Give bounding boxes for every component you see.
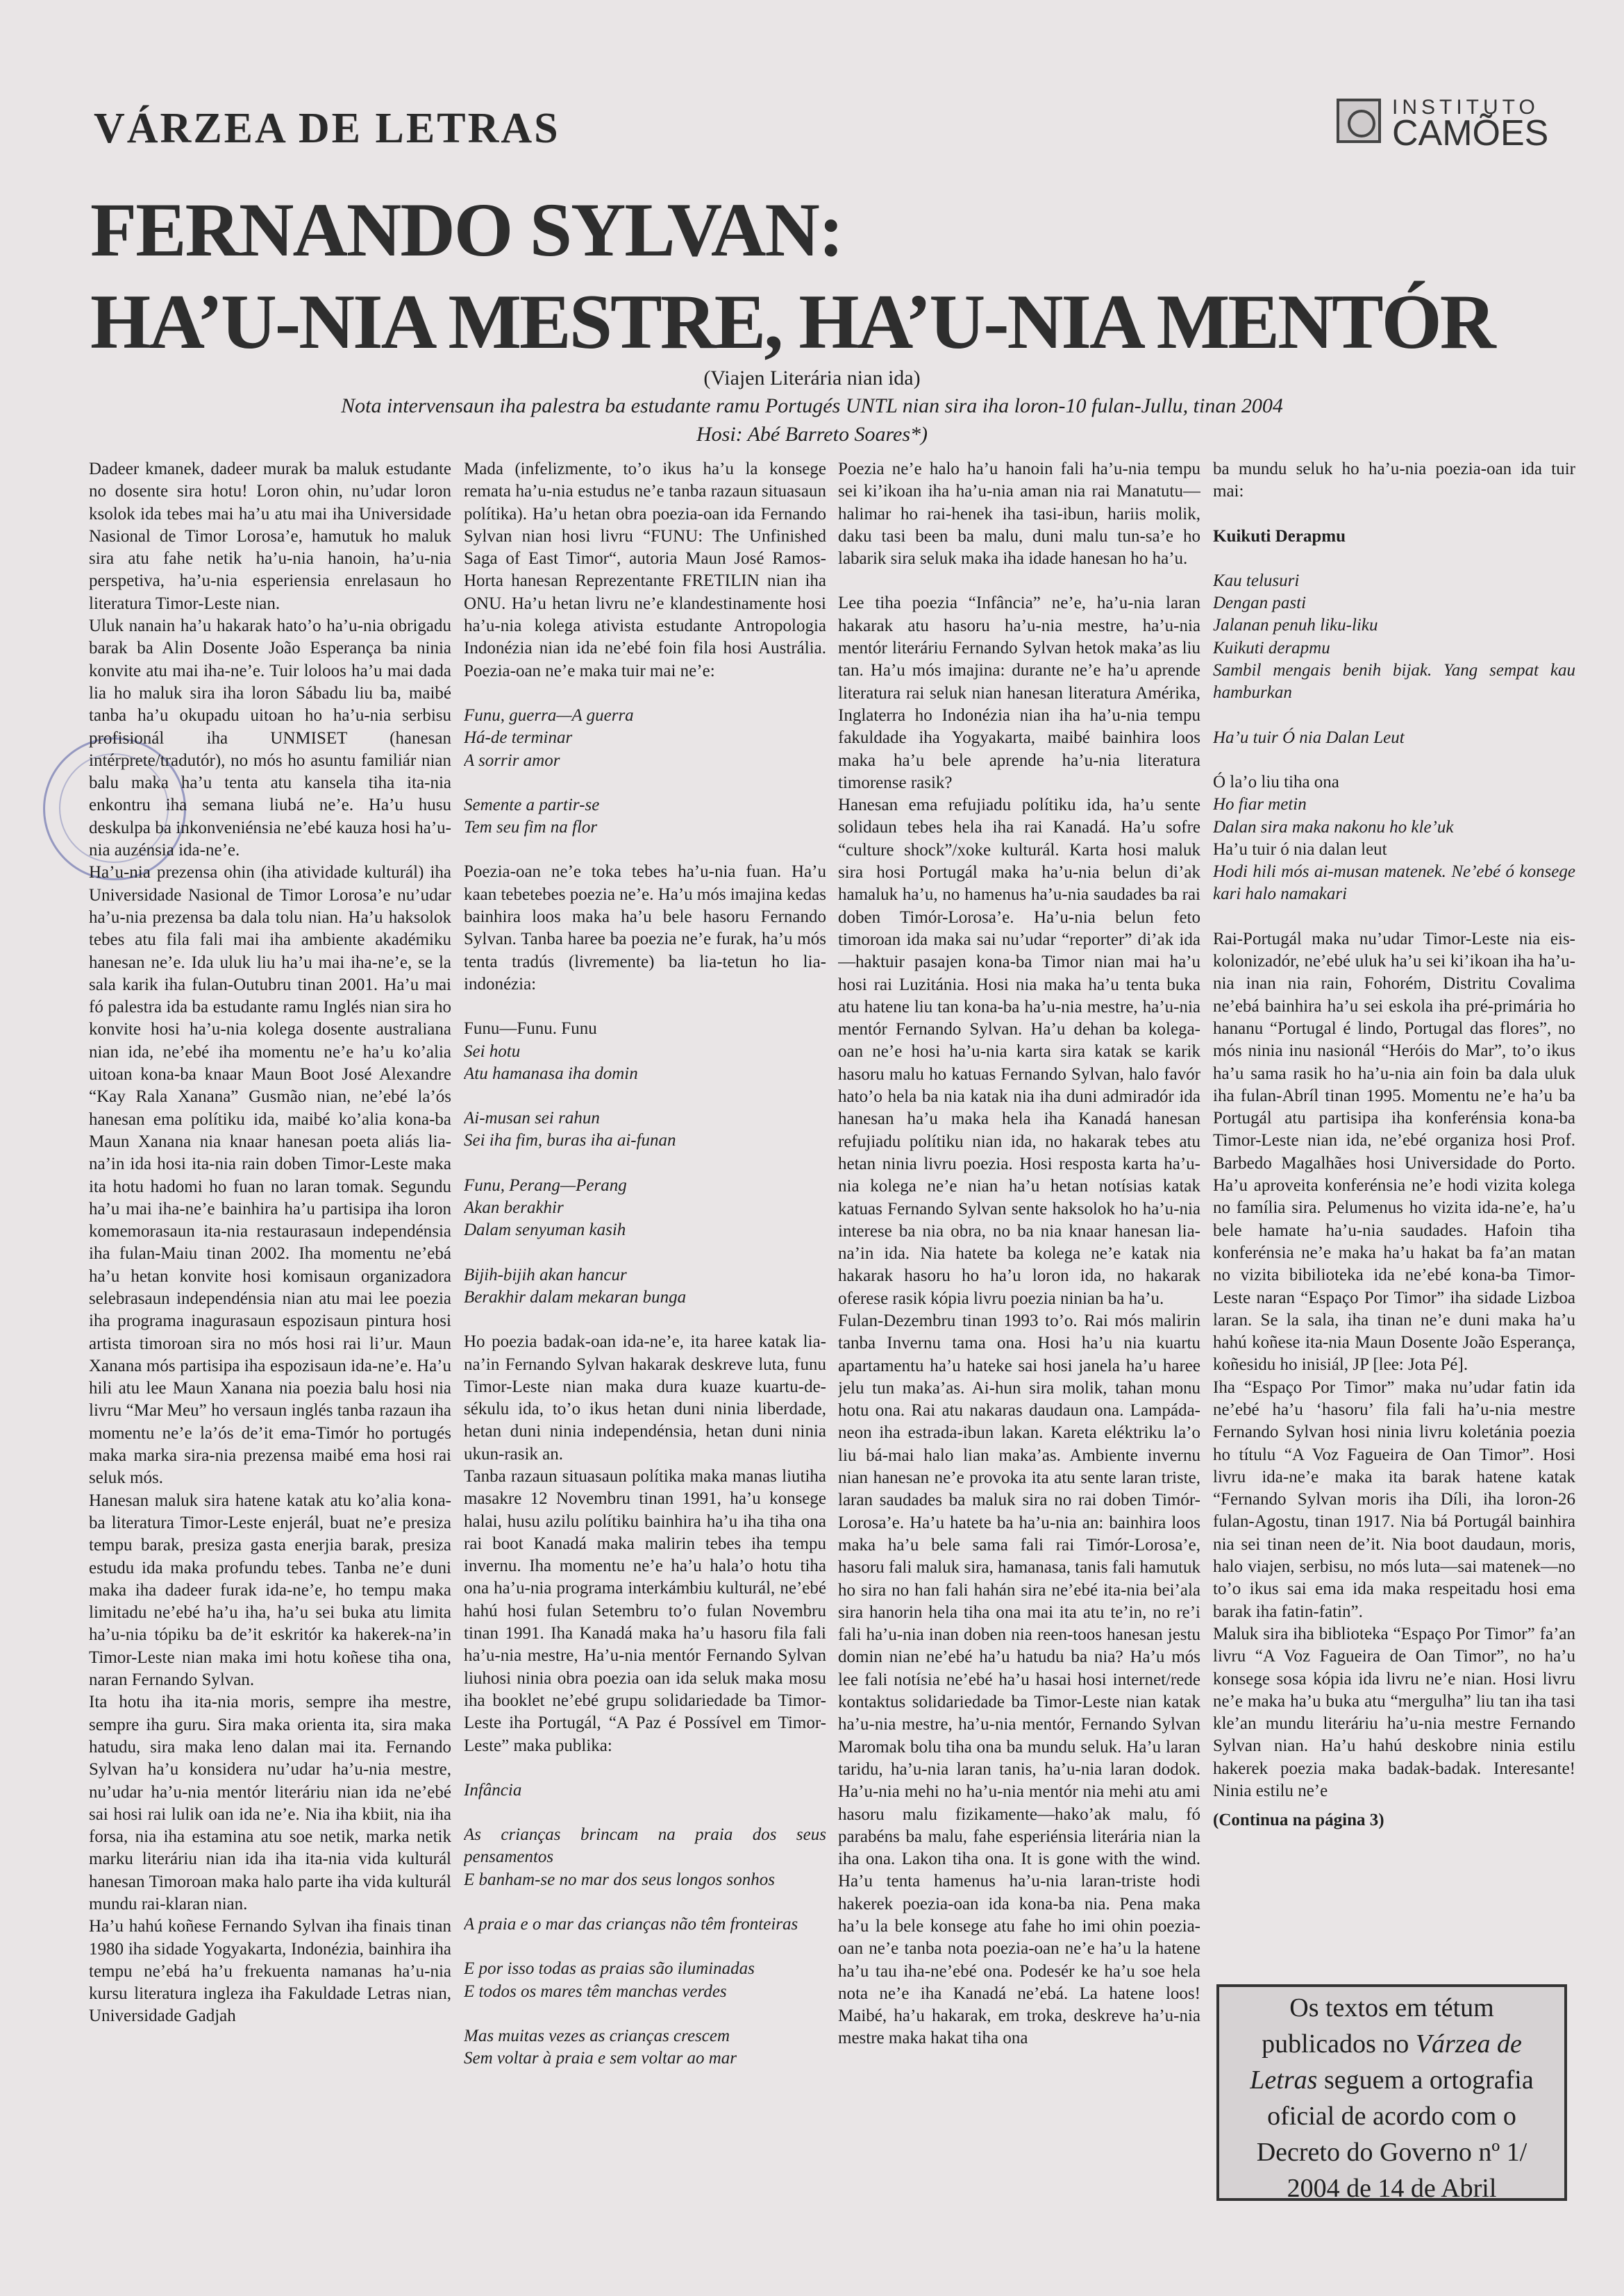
spacer (1213, 749, 1575, 771)
poem-title: Infância (464, 1780, 522, 1800)
spacer (464, 996, 826, 1018)
note-italic: Letras (1250, 2065, 1318, 2095)
note-line: Os textos em tétum (1289, 1993, 1494, 2022)
poem-line: Sei iha fim, buras iha ai-funan (464, 1131, 676, 1150)
poem-line: Sei hotu (464, 1041, 521, 1061)
paragraph: Hanesan ema refujiadu polítiku ida, ha’u sente solidaun tebes hela iha rai Kanadá. Ha’u sofre “culture shock”/xoke kulturál. Karta hosi maluk sira hosi Portugál maka ha’u-nia belun di’ak hamaluk ha’u, no hamenus ha’u-nia saudades ba rai doben Timór-Lorosa’e. Ha’u-nia belun feto timoroan ida maka sai nu’udar “reporter” di’ak ida—haktuir pasajen kona-ba Timor nian mai ha’u hosi rai Luzitánia. Hosi nia maka ha’u tenta buka atu hatene liu tan kona-ba ha’u-nia mestre, ha’u-nia mentór Fernando Sylvan. Ha’u dehan ba kolega-oan ne’e hosi ha’u-nia karta sira katak se karik hasoru malu ho katuas Fernando Sylvan, halo favór hato’o hela ba nia katak nia iha duni admiradór ida hanesan ha’u maka hela iha Kanadá hanesan refujiadu polítiku nian ida, no hakarak tebes atu hetan ninia livru poezia. Hosi resposta karta ha’u-nia kolega ne’e nian ha’u hetan notísias katak katuas Fernando Sylvan sente haksolok ho ha’u-nia interese ba nia obra, no ba nia knaar hanesan lia-na’in ida. Nia hatete ba kolega ne’e katak nia hakarak hasoru ho ha’u loron ida, no hakarak oferese rasik kópia livru poezia ninian ba ha’u. (838, 796, 1200, 1308)
poem-line: Kuikuti derapmu (1213, 638, 1330, 657)
paragraph: Fulan-Dezembru tinan 1993 to’o. Rai mós malirin tanba Invernu tama ona. Hosi ha’u nia kuartu apartamentu ha’u hateke sai hosi janela ha’u haree jelu tun maka’as. Ai-hun sira molik, tahan monu hotu ona. Rai atu nakaras daudaun ona. Lampáda-neon iha estrada-ibun lakan. Kareta eléktriku la’o liu bá-mai halo lian maka’as. Ambiente invernu nian hanesan ne’e provoka ita atu sente laran triste, laran saudades ba maluk sira no rai doben Timór-Lorosa’e. Ha’u hatete ba ha’u-nia an: bainhira loos maka ha’u bele sama fali rai Timór-Lorosa’e, hasoru fali maluk sira, hamanasa, tanis fali hamutuk ho sira no han fali hahán sira ne’ebé ita-nia bei’ala sira hanorin hela tiha ona mai ita atu te’in, no re’i fali ha’u-nia inan doben nia reen-toos hanesan jestu domin nian ne’ebé ha’u hatudu ba nia? Ha’u mós lee fali notísia ne’ebé ha’u hasai hosi internet/rede kontaktus solidariedade ba Timor-Leste nian katak ha’u-nia mestre, ha’u-nia mentór, Fernando Sylvan Maromak bolu tiha ona ba mundu seluk. Ha’u laran taridu, ha’u-nia laran tanis, ha’u-nia laran dodok. Ha’u-nia mehi no ha’u-nia mentór nia mehi atu ami hasoru malu fizikamente—hako’ak malu, fó parabéns ba malu, fahe esperiénsia literária nian la iha ona. Lakon tiha ona. It is gone with the wind. Ha’u tenta hamenus ha’u-nia laran-triste hodi hakerek poezia-oan ida kona-ba nia. Pena maka ha’u la bele konsege atu fahe ho imi ohin poezia-oan ne’e tanba nota poezia-oan ne’e ha’u la hatene ha’u tau iha-ne’ebé ona. Podesér ke ha’u soe hela nota ne’e iha Kanadá ne’ebá. La hatene loos! Maibé, ha’u hakarak, em troka, deskreve ha’u-nia mestre maka hakat tiha ona (838, 1311, 1200, 2048)
paragraph: Ita hotu iha ita-nia moris, sempre iha mestre, sempre iha guru. Sira maka orienta ita, sira maka hatudu, sira maka leno dalan mai ita. Fernando Sylvan ha’u konsidera nu’udar ha’u-nia mestre, nu’udar ha’u-nia mentór literáriu nian ida ne’ebé sai hosi rai lulik oan ida ne’e. Nia iha kbiit, nia iha forsa, nia iha estamina atu soe netik, marka netik marku literáriu nian ida iha ita-nia vida kulturál hanesan Timoroan maka halo parte iha vida kulturál mundu rai-klaran nian. (89, 1693, 451, 1913)
paragraph: Iha “Espaço Por Timor” maka nu’udar fatin ida ne’ebé ha’u ‘hasoru’ fila fali ha’u-nia mestre Fernando Sylvan hosi ninia livru koletánia poezia ho títulu “A Voz Fagueira de Oan Timor”. Hosi livru ida-ne’e maka ita barak hatene katak “Fernando Sylvan moris iha Díli, iha loron-26 fulan-Agostu, tinan 1917. Nia bá Portugál bainhira nia sei tinan neen de’it. Nia boot daudaun, moris, halo viajen, serbisu, no mós luta—sai matenek—no to’o ikus sai ema ida maka respeitadu hosi ema barak iha fatin-fatin”. (1213, 1377, 1575, 1621)
spacer (464, 1936, 826, 1958)
poem-line: Funu—Funu. Funu (464, 1019, 597, 1039)
instituto-camoes-logo (1337, 96, 1559, 151)
paragraph: Ho poezia badak-oan ida-ne’e, ita haree katak lia-na’in Fernando Sylvan hakarak deskreve luta, funu Timor-Leste nian maka dura kuaze kuartu-de-sékulu ida, to’o ikus hetan duni ninia liberdade, hetan duni ninia independénsia, hetan duni ninia ukun-rasik an. (464, 1332, 826, 1464)
poem-line: Sambil mengais benih bijak. Yang sempat kau hamburkan (1213, 661, 1575, 703)
poem-line: Jalanan penuh liku-liku (1213, 616, 1378, 635)
spacer (464, 1153, 826, 1175)
poem-line: Bijih-bijih akan hancur (464, 1265, 627, 1284)
article-column-3 (838, 458, 1200, 2284)
poem-line: E por isso todas as praias são iluminadas (464, 1959, 755, 1979)
camoes-emblem-icon (1337, 99, 1381, 143)
spacer (464, 839, 826, 861)
spacer (464, 1757, 826, 1779)
section-heading: VÁRZEA DE LETRAS (94, 105, 560, 152)
article-author: Hosi: Abé Barreto Soares*) (696, 423, 928, 446)
paragraph: Tanba razaun situasaun polítika maka manas liutiha masakre 12 Novembru tinan 1991, ha’u konsege halai, husu azilu polítiku bainhira ha’u iha tiha ona rai boot Kanadá maka malirin tebes iha tempu invernu. Iha momentu ne’e ha’u hala’o hotu tiha ona ha’u-nia programa interkámbiu kulturál, ne’ebé hahú hosi fulan Setembru to’o fulan Novembru tinan 1991. Iha Kanadá maka ha’u hasoru fila fali ha’u-nia mestre, Ha’u-nia mentór Fernando Sylvan liuhosi ninia obra poezia oan ida seluk maka mosu iha booklet ne’ebé grupu solidariedade ba Timor-Leste iha Portugál, “A Paz é Possível em Timor-Leste” maka publika: (464, 1466, 826, 1755)
spacer (464, 2003, 826, 2025)
article-note: Nota intervensaun iha palestra ba estudante ramu Portugés UNTL nian sira iha loron-10 fulan-Jullu, tinan 2004 (341, 394, 1283, 417)
poem-line: Berakhir dalam mekaran bunga (464, 1287, 687, 1307)
poem-line: A praia e o mar das crianças não têm fronteiras (464, 1915, 798, 1934)
poem-line: Funu, guerra—A guerra (464, 705, 634, 725)
spacer (464, 1891, 826, 1913)
poem-line: Kau telusuri (1213, 571, 1300, 590)
spacer (464, 1309, 826, 1331)
paragraph: Lee tiha poezia “Infância” ne’e, ha’u-nia laran hakarak atu hasoru ha’u-nia mestre, ha’u-nia mentór literáriu Fernando Sylvan hetok maka’as liu tan. Ha’u mós imajina: durante ne’e ha’u aprende literatura rai seluk nian hanesan literatura Amérika, Inglaterra ho Indonézia nian iha ha’u-nia tempu fakuldade iha Yogyakarta, maibé bainhira loos maka ha’u bele aprende ha’u-nia literatura timorense rasik? (838, 594, 1200, 792)
note-line: Decreto do Governo nº 1/ (1256, 2138, 1527, 2167)
spacer (464, 1802, 826, 1824)
spacer (464, 1242, 826, 1264)
continue-note: (Continua na página 3) (1213, 1811, 1384, 1830)
article-column-2 (464, 458, 826, 2284)
spacer (838, 570, 1200, 592)
poem-line: Tem seu fim na flor (464, 818, 598, 837)
paragraph: Mada (infelizmente, to’o ikus ha’u la konsege remata ha’u-nia estudus ne’e tanba razaun situasaun polítika). Ha’u hetan obra poezia-oan ida Fernando Sylvan nian hosi livru “FUNU: The Unfinished Saga of East Timor“, autoria Maun José Ramos-Horta hanesan Reprezentante FRETILIN nian iha ONU. Ha’u hetan livru ne’e klandestinamente hosi ha’u-nia kolega ativista estudante Antropologia Indonézia nian ida ne’ebé foin fila hosi Austrália. Poezia-oan ne’e maka tuir mai ne’e: (464, 460, 826, 680)
poem-line: Dalam senyuman kasih (464, 1221, 626, 1240)
poem-line: Ai-musan sei rahun (464, 1109, 600, 1128)
poem-line: E banham-se no mar dos seus longos sonhos (464, 1870, 775, 1889)
article-subtitle: (Viajen Literária nian ida) (703, 367, 921, 389)
logo-text-top: INSTITUTO (1392, 96, 1539, 119)
headline-line-2: HA’U-NIA MESTRE, HA’U-NIA MENTÓR (90, 279, 1494, 365)
spacer (464, 1085, 826, 1107)
orthography-note-box (1216, 1984, 1567, 2201)
spacer (464, 772, 826, 794)
spacer (1213, 906, 1575, 928)
poem-line: Ha’u tuir ó nia dalan leut (1213, 839, 1387, 859)
poem-line: E todos os mares têm manchas verdes (464, 1981, 727, 2001)
poem-line: Ho fiar metin (1213, 795, 1307, 814)
poem-line: Sem voltar à praia e sem voltar ao mar (464, 2049, 737, 2068)
note-line (1219, 2062, 1564, 2098)
poem-line: As crianças brincam na praia dos seus pensamentos (464, 1825, 826, 1867)
poem-line: Dalan sira maka nakonu ho kle’uk (1213, 817, 1454, 837)
spacer (1213, 705, 1575, 727)
poem-line: Dengan pasti (1213, 594, 1307, 613)
paragraph: Rai-Portugál maka nu’udar Timor-Leste nia eis-kolonizadór, ne’ebé uluk ha’u sei ki’ikoan iha ha’u-nia inan nia rain, Fohorém, Distritu Covalima ne’ebá bainhira ha’u sei eskola iha pré-primária ho hananu “Portugal é lindo, Portugal das flores”, no mós ninia inu nasionál “Heróis do Mar”, to’o ikus ha’u sama rasik ho ha’u-nia ain foin ba dala uluk iha fulan-Abríl tinan 1995. Momentu ne’e ha’u ba Portugál atu partisipa iha konferénsia kona-ba Timor-Leste nian ida, ne’ebé organiza hosi Prof. Barbedo Magalhães hosi Universidade do Porto. Ha’u aproveita konferénsia ne’e hodi vizita kolega no família sira. Pelumenus ho vizita ida-ne’e, ha’u bele hamate ha’u-nia saudades. Hafoin tiha konferénsia ne’e maka ha’u hakat ba fa’an matan no vizita bibilioteka ida ne’ebé kona-ba Timor-Leste naran “Espaço Por Timor” iha sidade Lizboa laran. Se la sala, iha tinan ne’e duni maka ha’u hahú koñese ita-nia Maun Dosente João Esperança, koñesidu ho inisiál, JP [lee: Jota Pé]. (1213, 929, 1575, 1375)
poem-line: Hodi hili mós ai-musan matenek. Ne’ebé ó konsege kari halo namakari (1213, 862, 1575, 904)
note-line: oficial de acordo com o (1267, 2102, 1516, 2131)
poem-title: Kuikuti Derapmu (1213, 526, 1346, 546)
paragraph: Maluk sira iha biblioteka “Espaço Por Timor” fa’an livru “A Voz Fagueira de Oan Timor”, no ha’u konsege sosa kópia ida livru ne’e nian. Hosi livru ne’e maka ha’u buka atu “mergulha” liu tan iha tasi kle’an mundu literáriu ha’u-nia mestre Fernando Sylvan nian. Ha’u hahú deskobre ninia estilu hakerek poezia maka badak-badak. Interesante! Ninia estilu ne’e (1213, 1624, 1575, 1801)
poem-line: A sorrir amor (464, 751, 560, 770)
poem-line: Semente a partir-se (464, 795, 600, 814)
note-text: publicados no (1262, 2029, 1416, 2059)
note-text: seguem a ortografia (1317, 2065, 1534, 2095)
poem-line: Mas muitas vezes as crianças crescem (464, 2026, 730, 2045)
spacer (1213, 503, 1575, 526)
paragraph: Hanesan maluk sira hatene katak atu ko’alia kona-ba literatura Timor-Leste enjerál, buat ne’e presiza tempu barak, presiza gasta enerjia barak, presiza estudu ida maka profundu tebes. Tanba ne’e duni maka iha dadeer furak ida-ne’e, ho tempu maka limitadu ne’ebé ha’u iha, ha’u sei buka atu limita ha’u-nia tópiku ba de’it eskritór ka hakerek-na’in Timor-Leste nian maka imi hotu koñese tiha ona, naran Fernando Sylvan. (89, 1491, 451, 1690)
note-line (1219, 2026, 1564, 2062)
logo-text-bottom: CAMÕES (1392, 113, 1549, 153)
poem-line: Ó la’o liu tiha ona (1213, 772, 1339, 791)
paragraph: ba mundu seluk ho ha’u-nia poezia-oan ida tuir mai: (1213, 460, 1575, 501)
poem-line: Há-de terminar (464, 728, 573, 748)
note-italic: Várzea de (1415, 2029, 1522, 2059)
note-line: 2004 de 14 de Abril (1287, 2174, 1497, 2203)
poem-title: Ha’u tuir Ó nia Dalan Leut (1213, 728, 1405, 747)
headline-line-1: FERNANDO SYLVAN: (90, 187, 843, 272)
paragraph: Poezia-oan ne’e toka tebes ha’u-nia fuan. Ha’u kaan tebetebes poezia ne’e. Ha’u mós imajina kedas bainhira loos maka ha’u bele hasoru Fernando Sylvan. Tanba haree ba poezia ne’e furak, ha’u mós tenta tradús (livremente) ba lia-tetun ho lia-indonézia: (464, 862, 826, 994)
paragraph: Dadeer kmanek, dadeer murak ba maluk estudante no dosente sira hotu! Loron ohin, nu’udar loron ksolok ida tebes mai ha’u atu mai iha Universidade Nasional de Timor Lorosa’e, hamutuk ho maluk sira atu fahe netik ha’u-nia hanoin, ha’u-nia perspetiva, ha’u-nia esperiensia enrelasaun ho literatura Timor-Leste nian. (89, 460, 451, 613)
spacer (464, 682, 826, 705)
paragraph: Ha’u hahú koñese Fernando Sylvan iha finais tinan 1980 iha sidade Yogyakarta, Indonézia, bainhira iha tempu ne’ebá ha’u frekuenta namanas ha’u-nia kursu literatura ingleza iha Fakuldade Letras nian, Universidade Gadjah (89, 1917, 451, 2026)
poem-line: Atu hamanasa iha domin (464, 1064, 638, 1083)
poem-line: Akan berakhir (464, 1198, 564, 1218)
paragraph: Poezia ne’e halo ha’u hanoin fali ha’u-nia tempu sei ki’ikoan iha ha’u-nia aman nia rai Manatutu—halimar ho rai-henek iha tasi-ibun, hariis molik, daku tasi been ba malu, duni malu tun-sa’e ho labarik sira seluk maka iha idade hanesan ho ha’u. (838, 460, 1200, 569)
poem-line: Funu, Perang—Perang (464, 1175, 627, 1195)
spacer (1213, 548, 1575, 570)
paragraph: Uluk nanain ha’u hakarak hato’o ha’u-nia obrigadu barak ba Alin Dosente João Esperança ba ninia konvite atu mai iha-ne’e. Tuir loloos ha’u mai dada lia ho maluk sira iha loron Sábadu liu ba, maibé tanba ha’u okupadu uitoan ho ha’u-nia serbisu profisionál iha UNMISET (hanesan intérprete/tradutór), no mós ho asuntu familiár nian balu maka ha’u tenta atu kansela tiha ita-nia enkontru iha semana liubá ne’e. Ha’u husu deskulpa ba inkonveniénsia ne’ebé kauza hosi ha’u-nia auzénsia ida-ne’e. (89, 617, 451, 860)
paragraph: Ha’u-nia prezensa ohin (iha atividade kulturál) iha Universidade Nasional de Timor Lorosa’e nu’udar ha’u-nia prezensa ba dala tolu nian. Ha’u haksolok tebes atu fila fali mai iha ambiente akadémiku hanesan ne’e. Ida uluk liu ha’u mai iha-ne’e, se la sala karik iha fulan-Outubru tinan 2001. Ha’u mai fó palestra ida ba estudante ramu Inglés nian sira ho konvite hosi ha’u-nia kolega dosente australiana nian ida, ne’ebé iha momentu ne’e ha’u ko’alia uitoan kona-ba knaar Maun Boot José Alexandre “Kay Rala Xanana” Gusmão nian, ne’ebé la’ós hanesan ema polítiku ida, maibé ko’alia kona-ba Maun Xanana nia knaar hanesan poeta aliás lia-na’in ida hosi ita-nia rain doben Timor-Leste maka ita hotu hadomi ho fuan no laran tomak. Segundu ha’u mai iha-ne’e bainhira ha’u partisipa iha loron komemorasaun ita-nia restaurasaun independénsia iha fulan-Maiu tinan 2002. Iha momentu ne’ebá ha’u hetan konvite hosi komisaun organizadora selebrasaun independénsia nian atu mai lee poezia iha programa inagurasaun espozisaun pintura hosi artista timoroan sira no mós hosi rai li’ur. Maun Xanana mós partisipa iha espozisaun ida-ne’e. Ha’u hili atu lee Maun Xanana nia poezia balu hosi nia livru “Mar Meu” ho versaun inglés tanba razaun iha momentu ne’e la’ós de’it ema-Timór ho portugés maka marka sira-nia prezensa maibé ema hosi rai seluk mós. (89, 863, 451, 1488)
article-column-1 (89, 458, 451, 2284)
